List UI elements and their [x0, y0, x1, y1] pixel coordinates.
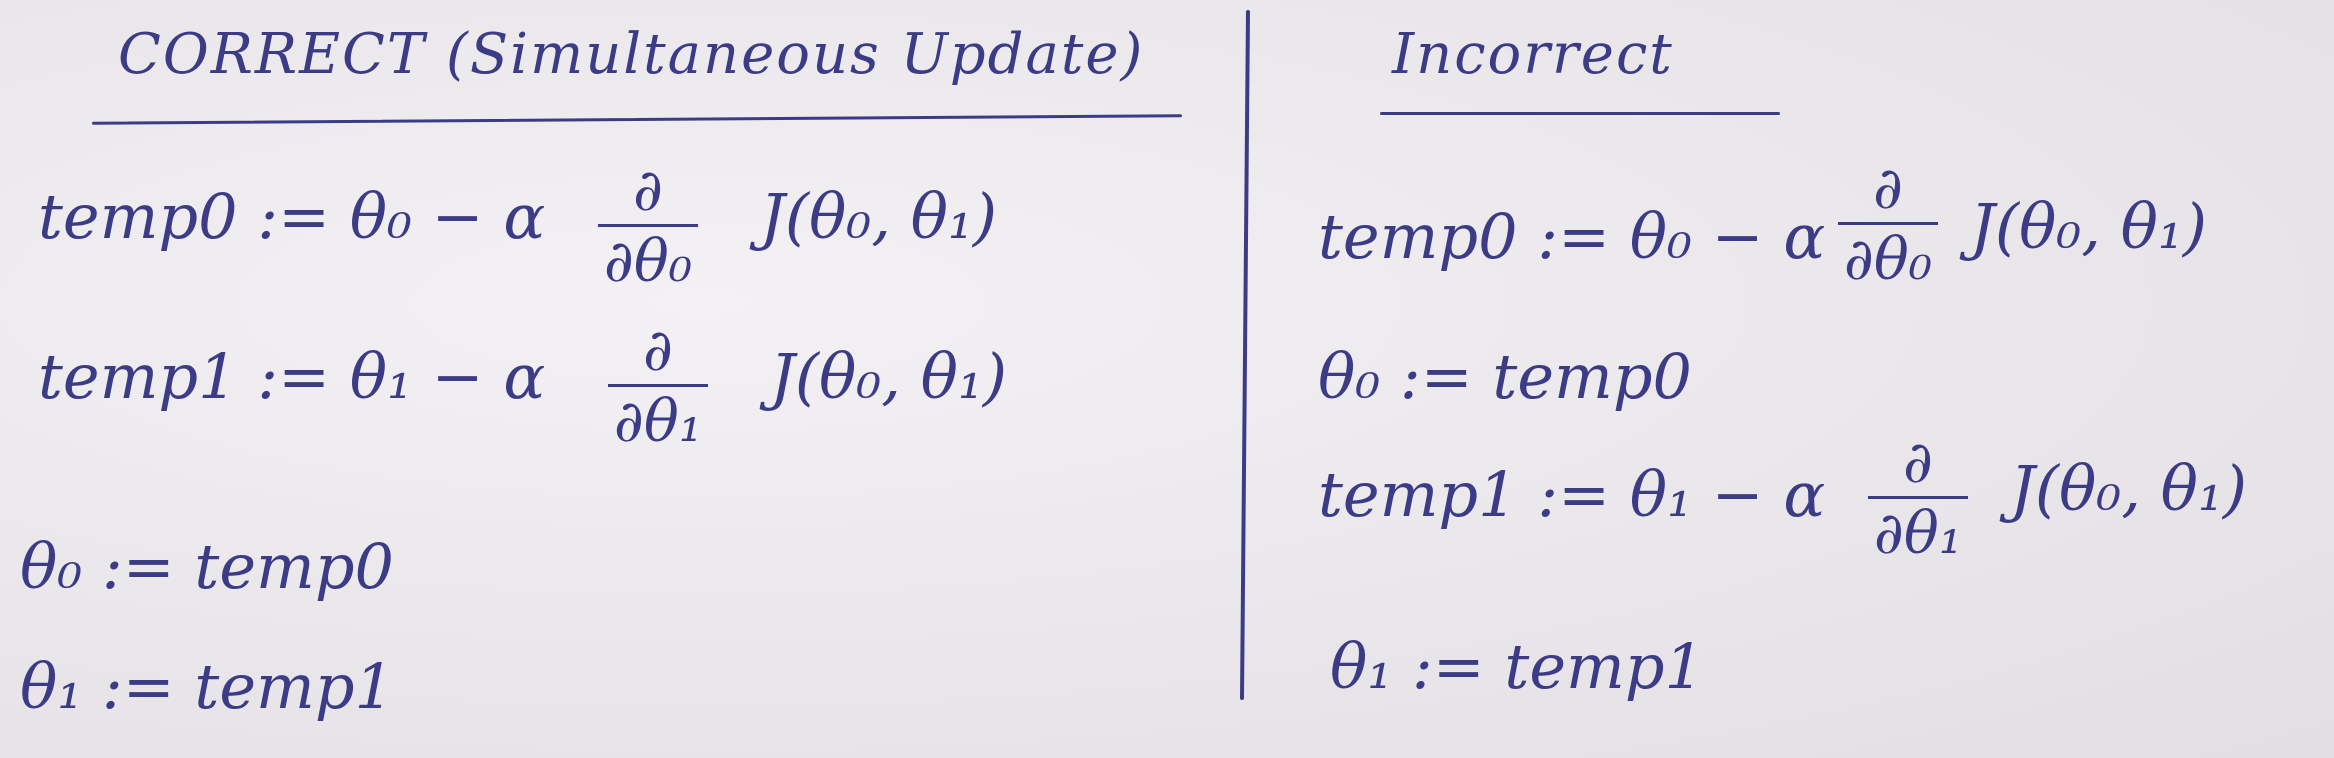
correct-assign-theta0: θ₀ := temp0	[20, 530, 394, 603]
incorrect-temp1-frac-den: ∂θ₁	[1873, 499, 1963, 567]
incorrect-heading-underline	[1380, 112, 1780, 115]
correct-temp1-rhs: J(θ₀, θ₁)	[770, 340, 1008, 413]
correct-temp0-derivative	[598, 158, 698, 293]
incorrect-temp1-derivative	[1868, 430, 1968, 565]
correct-temp1-derivative	[608, 318, 708, 453]
correct-temp0-frac-den: ∂θ₀	[603, 227, 693, 295]
correct-temp0-lhs: temp0 := θ₀ − α	[38, 180, 546, 253]
incorrect-temp0-lhs: temp0 := θ₀ − α	[1318, 200, 1826, 273]
correct-temp0-frac-num: ∂	[633, 156, 663, 224]
incorrect-temp0-frac-den: ∂θ₀	[1843, 225, 1933, 293]
correct-temp1-frac-den: ∂θ₁	[613, 387, 703, 455]
correct-temp1-frac-num: ∂	[643, 316, 673, 384]
incorrect-temp1-rhs: J(θ₀, θ₁)	[2010, 452, 2248, 525]
correct-assign-theta1: θ₁ := temp1	[20, 650, 394, 723]
incorrect-assign-theta1: θ₁ := temp1	[1330, 630, 1704, 703]
incorrect-assign-theta0: θ₀ := temp0	[1318, 340, 1692, 413]
incorrect-temp0-rhs: J(θ₀, θ₁)	[1970, 190, 2208, 263]
correct-heading: CORRECT (Simultaneous Update)	[118, 22, 1145, 87]
incorrect-temp1-frac-num: ∂	[1903, 428, 1933, 496]
incorrect-temp1-lhs: temp1 := θ₁ − α	[1318, 458, 1826, 531]
incorrect-temp0-derivative	[1838, 156, 1938, 291]
correct-temp1-lhs: temp1 := θ₁ − α	[38, 340, 546, 413]
correct-temp0-rhs: J(θ₀, θ₁)	[760, 180, 998, 253]
incorrect-temp0-frac-num: ∂	[1873, 154, 1903, 222]
incorrect-heading: Incorrect	[1392, 22, 1674, 87]
